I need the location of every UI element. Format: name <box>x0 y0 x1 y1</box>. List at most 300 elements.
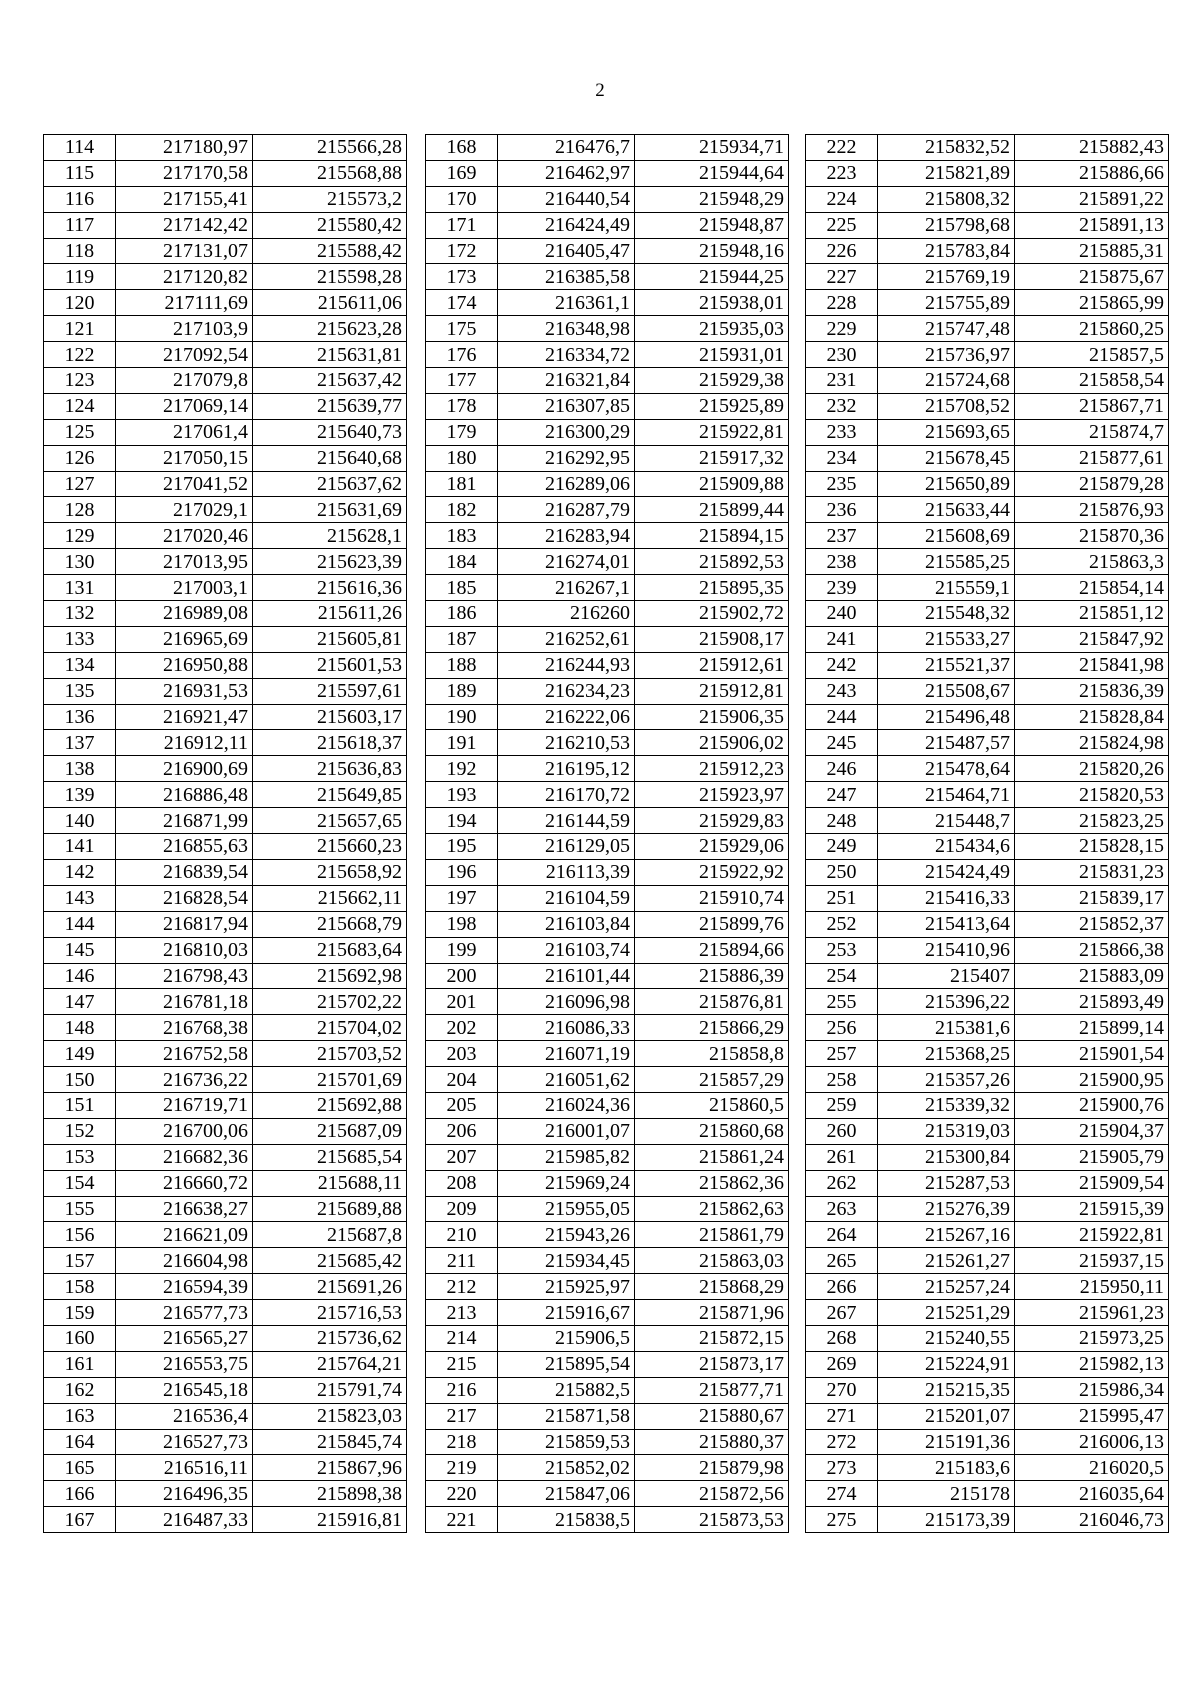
page-number: 2 <box>595 80 605 101</box>
y-coordinate-cell: 215877,61 <box>1015 445 1169 471</box>
table-row <box>44 135 407 161</box>
table-row <box>44 652 407 678</box>
y-coordinate-cell: 215692,98 <box>253 963 407 989</box>
y-coordinate-cell: 215605,81 <box>253 626 407 652</box>
y-coordinate-cell: 215791,74 <box>253 1377 407 1403</box>
x-coordinate-cell: 215178 <box>878 1481 1015 1507</box>
y-coordinate-cell: 215891,22 <box>1015 186 1169 212</box>
x-coordinate-cell: 216462,97 <box>498 160 635 186</box>
y-coordinate-cell: 215668,79 <box>253 911 407 937</box>
y-coordinate-cell: 215858,54 <box>1015 368 1169 394</box>
point-number-cell: 252 <box>806 911 878 937</box>
x-coordinate-cell: 217120,82 <box>116 264 253 290</box>
y-coordinate-cell: 215862,63 <box>635 1196 789 1222</box>
y-coordinate-cell: 215865,99 <box>1015 290 1169 316</box>
y-coordinate-cell: 215616,36 <box>253 575 407 601</box>
x-coordinate-cell: 216900,69 <box>116 756 253 782</box>
point-number-cell: 264 <box>806 1222 878 1248</box>
y-coordinate-cell: 215857,29 <box>635 1067 789 1093</box>
table-row <box>44 1144 407 1170</box>
table-row <box>426 1144 789 1170</box>
point-number-cell: 267 <box>806 1300 878 1326</box>
point-number-cell: 190 <box>426 704 498 730</box>
x-coordinate-cell: 216768,38 <box>116 1015 253 1041</box>
table-row <box>44 782 407 808</box>
point-number-cell: 260 <box>806 1118 878 1144</box>
table-row <box>806 471 1169 497</box>
y-coordinate-cell: 215703,52 <box>253 1041 407 1067</box>
x-coordinate-cell: 215808,32 <box>878 186 1015 212</box>
coordinates-table-2 <box>425 134 789 1533</box>
x-coordinate-cell: 216886,48 <box>116 782 253 808</box>
point-number-cell: 230 <box>806 342 878 368</box>
x-coordinate-cell: 216321,84 <box>498 368 635 394</box>
y-coordinate-cell: 215683,64 <box>253 937 407 963</box>
table-row <box>426 1377 789 1403</box>
x-coordinate-cell: 217029,1 <box>116 497 253 523</box>
y-coordinate-cell: 215736,62 <box>253 1325 407 1351</box>
y-coordinate-cell: 215929,06 <box>635 834 789 860</box>
y-coordinate-cell: 215691,26 <box>253 1274 407 1300</box>
point-number-cell: 130 <box>44 549 116 575</box>
point-number-cell: 184 <box>426 549 498 575</box>
table-row <box>806 549 1169 575</box>
x-coordinate-cell: 215434,6 <box>878 834 1015 860</box>
table-row <box>426 1274 789 1300</box>
point-number-cell: 173 <box>426 264 498 290</box>
y-coordinate-cell: 215906,02 <box>635 730 789 756</box>
point-number-cell: 255 <box>806 989 878 1015</box>
table-row <box>44 1351 407 1377</box>
x-coordinate-cell: 215832,52 <box>878 135 1015 161</box>
y-coordinate-cell: 215877,71 <box>635 1377 789 1403</box>
x-coordinate-cell: 216553,75 <box>116 1351 253 1377</box>
y-coordinate-cell: 215611,26 <box>253 601 407 627</box>
x-coordinate-cell: 215224,91 <box>878 1351 1015 1377</box>
x-coordinate-cell: 215300,84 <box>878 1144 1015 1170</box>
y-coordinate-cell: 215893,49 <box>1015 989 1169 1015</box>
y-coordinate-cell: 215915,39 <box>1015 1196 1169 1222</box>
coordinates-table-3 <box>805 134 1169 1533</box>
x-coordinate-cell: 216234,23 <box>498 678 635 704</box>
y-coordinate-cell: 215948,29 <box>635 186 789 212</box>
y-coordinate-cell: 215908,17 <box>635 626 789 652</box>
table-row <box>806 1041 1169 1067</box>
table-row <box>44 419 407 445</box>
table-row <box>426 782 789 808</box>
x-coordinate-cell: 216252,61 <box>498 626 635 652</box>
y-coordinate-cell: 215692,88 <box>253 1092 407 1118</box>
x-coordinate-cell: 215410,96 <box>878 937 1015 963</box>
y-coordinate-cell: 215931,01 <box>635 342 789 368</box>
point-number-cell: 245 <box>806 730 878 756</box>
table-row <box>44 1481 407 1507</box>
table-row <box>426 1455 789 1481</box>
x-coordinate-cell: 216638,27 <box>116 1196 253 1222</box>
x-coordinate-cell: 216950,88 <box>116 652 253 678</box>
point-number-cell: 172 <box>426 238 498 264</box>
x-coordinate-cell: 216817,94 <box>116 911 253 937</box>
point-number-cell: 193 <box>426 782 498 808</box>
x-coordinate-cell: 215708,52 <box>878 393 1015 419</box>
x-coordinate-cell: 217061,4 <box>116 419 253 445</box>
point-number-cell: 119 <box>44 264 116 290</box>
point-number-cell: 224 <box>806 186 878 212</box>
table-row <box>44 730 407 756</box>
point-number-cell: 257 <box>806 1041 878 1067</box>
table-row <box>44 1041 407 1067</box>
table-row <box>426 1041 789 1067</box>
point-number-cell: 211 <box>426 1248 498 1274</box>
point-number-cell: 251 <box>806 885 878 911</box>
x-coordinate-cell: 215678,45 <box>878 445 1015 471</box>
table-row <box>426 238 789 264</box>
point-number-cell: 181 <box>426 471 498 497</box>
y-coordinate-cell: 215906,35 <box>635 704 789 730</box>
point-number-cell: 217 <box>426 1403 498 1429</box>
x-coordinate-cell: 217142,42 <box>116 212 253 238</box>
y-coordinate-cell: 215870,36 <box>1015 523 1169 549</box>
y-coordinate-cell: 215867,96 <box>253 1455 407 1481</box>
point-number-cell: 231 <box>806 368 878 394</box>
table-row <box>806 497 1169 523</box>
point-number-cell: 249 <box>806 834 878 860</box>
point-number-cell: 208 <box>426 1170 498 1196</box>
point-number-cell: 237 <box>806 523 878 549</box>
table-row <box>426 1170 789 1196</box>
table-row <box>44 1507 407 1533</box>
x-coordinate-cell: 215257,24 <box>878 1274 1015 1300</box>
point-number-cell: 161 <box>44 1351 116 1377</box>
point-number-cell: 147 <box>44 989 116 1015</box>
y-coordinate-cell: 215873,53 <box>635 1507 789 1533</box>
x-coordinate-cell: 216912,11 <box>116 730 253 756</box>
table-row <box>44 885 407 911</box>
point-number-cell: 139 <box>44 782 116 808</box>
y-coordinate-cell: 215573,2 <box>253 186 407 212</box>
x-coordinate-cell: 215755,89 <box>878 290 1015 316</box>
point-number-cell: 152 <box>44 1118 116 1144</box>
y-coordinate-cell: 215660,23 <box>253 834 407 860</box>
table-row <box>806 368 1169 394</box>
table-row <box>426 808 789 834</box>
y-coordinate-cell: 215636,83 <box>253 756 407 782</box>
x-coordinate-cell: 216536,4 <box>116 1403 253 1429</box>
table-row <box>426 419 789 445</box>
point-number-cell: 153 <box>44 1144 116 1170</box>
x-coordinate-cell: 215521,37 <box>878 652 1015 678</box>
table-row <box>426 963 789 989</box>
table-row <box>806 1507 1169 1533</box>
table-row <box>806 626 1169 652</box>
x-coordinate-cell: 215508,67 <box>878 678 1015 704</box>
y-coordinate-cell: 215841,98 <box>1015 652 1169 678</box>
point-number-cell: 144 <box>44 911 116 937</box>
y-coordinate-cell: 215917,32 <box>635 445 789 471</box>
x-coordinate-cell: 216195,12 <box>498 756 635 782</box>
y-coordinate-cell: 215689,88 <box>253 1196 407 1222</box>
table-row <box>806 1144 1169 1170</box>
y-coordinate-cell: 215618,37 <box>253 730 407 756</box>
point-number-cell: 167 <box>44 1507 116 1533</box>
table-row <box>44 342 407 368</box>
x-coordinate-cell: 216545,18 <box>116 1377 253 1403</box>
y-coordinate-cell: 215934,71 <box>635 135 789 161</box>
y-coordinate-cell: 215892,53 <box>635 549 789 575</box>
x-coordinate-cell: 216104,59 <box>498 885 635 911</box>
point-number-cell: 132 <box>44 601 116 627</box>
y-coordinate-cell: 215637,62 <box>253 471 407 497</box>
y-coordinate-cell: 215950,11 <box>1015 1274 1169 1300</box>
point-number-cell: 121 <box>44 316 116 342</box>
y-coordinate-cell: 215867,71 <box>1015 393 1169 419</box>
table-row <box>806 730 1169 756</box>
table-row <box>426 1481 789 1507</box>
point-number-cell: 226 <box>806 238 878 264</box>
table-row <box>806 575 1169 601</box>
x-coordinate-cell: 215201,07 <box>878 1403 1015 1429</box>
y-coordinate-cell: 215845,74 <box>253 1429 407 1455</box>
x-coordinate-cell: 215267,16 <box>878 1222 1015 1248</box>
x-coordinate-cell: 215969,24 <box>498 1170 635 1196</box>
y-coordinate-cell: 215872,15 <box>635 1325 789 1351</box>
x-coordinate-cell: 216577,73 <box>116 1300 253 1326</box>
x-coordinate-cell: 217003,1 <box>116 575 253 601</box>
x-coordinate-cell: 216921,47 <box>116 704 253 730</box>
x-coordinate-cell: 215916,67 <box>498 1300 635 1326</box>
point-number-cell: 137 <box>44 730 116 756</box>
x-coordinate-cell: 215650,89 <box>878 471 1015 497</box>
point-number-cell: 246 <box>806 756 878 782</box>
table-row <box>44 1067 407 1093</box>
table-row <box>426 160 789 186</box>
table-row <box>426 937 789 963</box>
y-coordinate-cell: 215925,89 <box>635 393 789 419</box>
point-number-cell: 235 <box>806 471 878 497</box>
point-number-cell: 215 <box>426 1351 498 1377</box>
point-number-cell: 219 <box>426 1455 498 1481</box>
point-number-cell: 209 <box>426 1196 498 1222</box>
y-coordinate-cell: 215995,47 <box>1015 1403 1169 1429</box>
table-row <box>426 342 789 368</box>
table-row <box>806 1170 1169 1196</box>
point-number-cell: 274 <box>806 1481 878 1507</box>
x-coordinate-cell: 215852,02 <box>498 1455 635 1481</box>
table-row <box>426 471 789 497</box>
point-number-cell: 203 <box>426 1041 498 1067</box>
x-coordinate-cell: 216965,69 <box>116 626 253 652</box>
y-coordinate-cell: 215687,8 <box>253 1222 407 1248</box>
y-coordinate-cell: 215858,8 <box>635 1041 789 1067</box>
x-coordinate-cell: 215585,25 <box>878 549 1015 575</box>
x-coordinate-cell: 217020,46 <box>116 523 253 549</box>
y-coordinate-cell: 215861,79 <box>635 1222 789 1248</box>
x-coordinate-cell: 215943,26 <box>498 1222 635 1248</box>
point-number-cell: 271 <box>806 1403 878 1429</box>
table-row <box>806 652 1169 678</box>
y-coordinate-cell: 215820,53 <box>1015 782 1169 808</box>
y-coordinate-cell: 215828,84 <box>1015 704 1169 730</box>
table-row <box>44 368 407 394</box>
table-row <box>806 601 1169 627</box>
point-number-cell: 272 <box>806 1429 878 1455</box>
table-row <box>44 445 407 471</box>
table-row <box>426 730 789 756</box>
point-number-cell: 166 <box>44 1481 116 1507</box>
point-number-cell: 263 <box>806 1196 878 1222</box>
table-row <box>44 834 407 860</box>
x-coordinate-cell: 215276,39 <box>878 1196 1015 1222</box>
table-row <box>44 601 407 627</box>
y-coordinate-cell: 215874,7 <box>1015 419 1169 445</box>
point-number-cell: 141 <box>44 834 116 860</box>
x-coordinate-cell: 215633,44 <box>878 497 1015 523</box>
point-number-cell: 188 <box>426 652 498 678</box>
point-number-cell: 258 <box>806 1067 878 1093</box>
table-row <box>44 626 407 652</box>
y-coordinate-cell: 215866,29 <box>635 1015 789 1041</box>
y-coordinate-cell: 215876,93 <box>1015 497 1169 523</box>
point-number-cell: 238 <box>806 549 878 575</box>
x-coordinate-cell: 216476,7 <box>498 135 635 161</box>
y-coordinate-cell: 215701,69 <box>253 1067 407 1093</box>
x-coordinate-cell: 216516,11 <box>116 1455 253 1481</box>
x-coordinate-cell: 216244,93 <box>498 652 635 678</box>
table-row <box>806 342 1169 368</box>
point-number-cell: 149 <box>44 1041 116 1067</box>
y-coordinate-cell: 215623,28 <box>253 316 407 342</box>
table-row <box>44 497 407 523</box>
y-coordinate-cell: 215820,26 <box>1015 756 1169 782</box>
point-number-cell: 195 <box>426 834 498 860</box>
point-number-cell: 207 <box>426 1144 498 1170</box>
table-row <box>426 549 789 575</box>
point-number-cell: 265 <box>806 1248 878 1274</box>
y-coordinate-cell: 215880,67 <box>635 1403 789 1429</box>
x-coordinate-cell: 217069,14 <box>116 393 253 419</box>
x-coordinate-cell: 216101,44 <box>498 963 635 989</box>
table-row <box>426 989 789 1015</box>
x-coordinate-cell: 215985,82 <box>498 1144 635 1170</box>
table-row <box>806 1015 1169 1041</box>
x-coordinate-cell: 215693,65 <box>878 419 1015 445</box>
x-coordinate-cell: 216828,54 <box>116 885 253 911</box>
y-coordinate-cell: 215580,42 <box>253 212 407 238</box>
x-coordinate-cell: 216287,79 <box>498 497 635 523</box>
x-coordinate-cell: 215240,55 <box>878 1325 1015 1351</box>
point-number-cell: 170 <box>426 186 498 212</box>
y-coordinate-cell: 215639,77 <box>253 393 407 419</box>
y-coordinate-cell: 215872,56 <box>635 1481 789 1507</box>
point-number-cell: 168 <box>426 135 498 161</box>
y-coordinate-cell: 215824,98 <box>1015 730 1169 756</box>
point-number-cell: 268 <box>806 1325 878 1351</box>
table-row <box>806 963 1169 989</box>
table-row <box>426 1325 789 1351</box>
x-coordinate-cell: 216113,39 <box>498 859 635 885</box>
x-coordinate-cell: 216839,54 <box>116 859 253 885</box>
y-coordinate-cell: 215982,13 <box>1015 1351 1169 1377</box>
x-coordinate-cell: 215416,33 <box>878 885 1015 911</box>
point-number-cell: 120 <box>44 290 116 316</box>
table-row <box>426 523 789 549</box>
y-coordinate-cell: 215836,39 <box>1015 678 1169 704</box>
point-number-cell: 247 <box>806 782 878 808</box>
point-number-cell: 221 <box>426 1507 498 1533</box>
x-coordinate-cell: 216170,72 <box>498 782 635 808</box>
table-row <box>806 238 1169 264</box>
x-coordinate-cell: 215381,6 <box>878 1015 1015 1041</box>
point-number-cell: 145 <box>44 937 116 963</box>
point-number-cell: 241 <box>806 626 878 652</box>
x-coordinate-cell: 216289,06 <box>498 471 635 497</box>
table-row <box>44 316 407 342</box>
table-row <box>44 1196 407 1222</box>
y-coordinate-cell: 216006,13 <box>1015 1429 1169 1455</box>
table-row <box>44 1429 407 1455</box>
x-coordinate-cell: 216989,08 <box>116 601 253 627</box>
point-number-cell: 206 <box>426 1118 498 1144</box>
table-row <box>806 1403 1169 1429</box>
y-coordinate-cell: 215948,16 <box>635 238 789 264</box>
point-number-cell: 236 <box>806 497 878 523</box>
y-coordinate-cell: 215628,1 <box>253 523 407 549</box>
table-row <box>426 885 789 911</box>
y-coordinate-cell: 215637,42 <box>253 368 407 394</box>
point-number-cell: 154 <box>44 1170 116 1196</box>
x-coordinate-cell: 217092,54 <box>116 342 253 368</box>
table-row <box>806 834 1169 860</box>
x-coordinate-cell: 216210,53 <box>498 730 635 756</box>
table-row <box>426 756 789 782</box>
point-number-cell: 229 <box>806 316 878 342</box>
point-number-cell: 175 <box>426 316 498 342</box>
point-number-cell: 269 <box>806 1351 878 1377</box>
point-number-cell: 163 <box>44 1403 116 1429</box>
point-number-cell: 134 <box>44 652 116 678</box>
y-coordinate-cell: 215851,12 <box>1015 601 1169 627</box>
y-coordinate-cell: 215986,34 <box>1015 1377 1169 1403</box>
y-coordinate-cell: 215823,03 <box>253 1403 407 1429</box>
x-coordinate-cell: 216931,53 <box>116 678 253 704</box>
table-row <box>806 1092 1169 1118</box>
table-row <box>806 445 1169 471</box>
point-number-cell: 129 <box>44 523 116 549</box>
y-coordinate-cell: 215938,01 <box>635 290 789 316</box>
y-coordinate-cell: 215860,25 <box>1015 316 1169 342</box>
table-row <box>426 1300 789 1326</box>
table-row <box>806 1248 1169 1274</box>
y-coordinate-cell: 215852,37 <box>1015 911 1169 937</box>
x-coordinate-cell: 216781,18 <box>116 989 253 1015</box>
point-number-cell: 204 <box>426 1067 498 1093</box>
table-row <box>44 989 407 1015</box>
table-row <box>806 1429 1169 1455</box>
y-coordinate-cell: 215929,38 <box>635 368 789 394</box>
y-coordinate-cell: 215895,35 <box>635 575 789 601</box>
x-coordinate-cell: 216103,84 <box>498 911 635 937</box>
x-coordinate-cell: 216719,71 <box>116 1092 253 1118</box>
point-number-cell: 182 <box>426 497 498 523</box>
table-row <box>44 1015 407 1041</box>
table-row <box>426 212 789 238</box>
x-coordinate-cell: 216405,47 <box>498 238 635 264</box>
table-row <box>806 135 1169 161</box>
table-row <box>44 704 407 730</box>
x-coordinate-cell: 216682,36 <box>116 1144 253 1170</box>
x-coordinate-cell: 215548,32 <box>878 601 1015 627</box>
y-coordinate-cell: 215868,29 <box>635 1274 789 1300</box>
